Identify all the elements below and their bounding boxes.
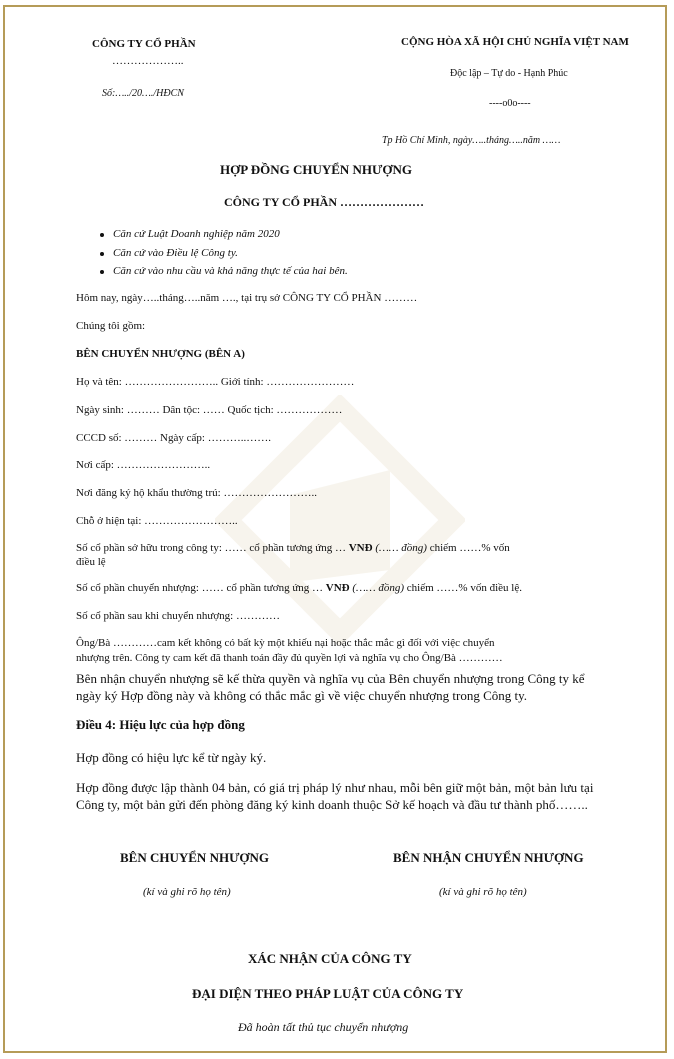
transfer-amount: (…… đồng) [349, 582, 405, 594]
signature-right-title: BÊN NHẬN CHUYỂN NHƯỢNG [393, 850, 584, 865]
party-a-heading: BÊN CHUYỂN NHƯỢNG (BÊN A) [76, 348, 245, 360]
transfer-currency: VNĐ [325, 582, 350, 594]
receiver-line-2: ngày ký Hợp đồng này và không có thắc mắc gì về việc chuyển nhượng trong Công ty. [76, 688, 528, 703]
place-date: Tp Hồ Chí Minh, ngày…..tháng…..năm …… [382, 135, 561, 146]
field-shares-after: Số cổ phần sau khi chuyển nhượng: ………… [76, 610, 280, 622]
we-include: Chúng tôi gồm: [76, 320, 146, 332]
company-name-left: CÔNG TY CỔ PHẦN [92, 38, 196, 50]
shares-owned-percent: chiếm ……% vốn [426, 542, 510, 554]
field-birth: Ngày sinh: ……… Dân tộc: …… Quốc tịch: ……………… [76, 404, 343, 416]
shares-owned-continuation: điều lệ [76, 556, 106, 568]
commit-line-1: Ông/Bà …………cam kết không có bất kỳ một khiếu nại hoặc thắc mắc gì đối với việc chuyển [76, 637, 495, 649]
signature-left-title: BÊN CHUYỂN NHƯỢNG [120, 850, 270, 865]
intro-line: Hôm nay, ngày…..tháng…..năm …., tại trụ sở CÔNG TY CỔ PHẦN ……… [76, 292, 418, 304]
commit-line-2: nhượng trên. Công ty cam kết đã thanh toán đầy đủ quyền lợi và nghĩa vụ cho Ông/Bà ………… [76, 652, 503, 664]
header-separator: ----o0o---- [489, 98, 531, 109]
legal-representative-title: ĐẠI DIỆN THEO PHÁP LUẬT CỦA CÔNG TY [192, 986, 464, 1001]
national-motto: Độc lập – Tự do - Hạnh Phúc [450, 68, 568, 79]
transfer-percent: chiếm ……% vốn điều lệ. [404, 582, 522, 594]
field-name: Họ và tên: …………………….. Giới tính: …………………… [76, 376, 355, 388]
company-dots: ……………….. [112, 55, 184, 67]
field-issue-place: Nơi cấp: …………………….. [76, 459, 211, 471]
field-shares-owned [76, 542, 510, 554]
article-4-heading: Điều 4: Hiệu lực của hợp đồng [76, 717, 245, 732]
field-id: CCCD số: ……… Ngày cấp: ………..……. [76, 432, 271, 444]
copies-line-1: Hợp đồng được lập thành 04 bản, có giá trị pháp lý như nhau, mỗi bên giữ một bản, một bản lưu tại [76, 780, 594, 795]
effective-clause: Hợp đồng có hiệu lực kể từ ngày ký. [76, 750, 267, 765]
field-residence: Nơi đăng ký hộ khẩu thường trú: …………………….. [76, 487, 317, 499]
shares-owned-text: Số cổ phần sở hữu trong công ty: …… cổ phần tương ứng … [76, 542, 349, 554]
document-title: HỢP ĐỒNG CHUYỂN NHƯỢNG [220, 162, 412, 177]
field-shares-transfer [76, 582, 522, 594]
shares-owned-amount: (…… đồng) [372, 542, 427, 554]
copies-line-2: Công ty, một bản gửi đến phòng đăng ký kinh doanh thuộc Sở kế hoạch và đầu tư thành phố…….. [76, 797, 588, 812]
basis-item: Căn cứ Luật Doanh nghiệp năm 2020 [113, 228, 280, 240]
company-confirmation-title: XÁC NHẬN CỦA CÔNG TY [248, 951, 412, 966]
receiver-line-1: Bên nhận chuyển nhượng sẽ kế thừa quyền và nghĩa vụ của Bên chuyển nhượng trong Công ty kể [76, 671, 585, 686]
signature-left-note: (kí và ghi rõ họ tên) [143, 886, 231, 898]
document-subtitle: CÔNG TY CỔ PHẦN ………………… [224, 195, 425, 209]
completion-note: Đã hoàn tất thủ tục chuyển nhượng [238, 1020, 409, 1034]
document-number: Số:…../20…./HĐCN [102, 88, 184, 99]
field-current-address: Chỗ ở hiện tại: …………………….. [76, 515, 238, 527]
transfer-text: Số cổ phần chuyển nhượng: …… cổ phần tương ứng … [76, 582, 326, 594]
republic-title: CỘNG HÒA XÃ HỘI CHỦ NGHĨA VIỆT NAM [401, 36, 629, 48]
signature-right-note: (kí và ghi rõ họ tên) [439, 886, 527, 898]
shares-owned-currency: VNĐ [348, 542, 373, 554]
basis-item: Căn cứ vào nhu cầu và khả năng thực tế của hai bên. [113, 265, 348, 277]
basis-item: Căn cứ vào Điều lệ Công ty. [113, 247, 238, 259]
